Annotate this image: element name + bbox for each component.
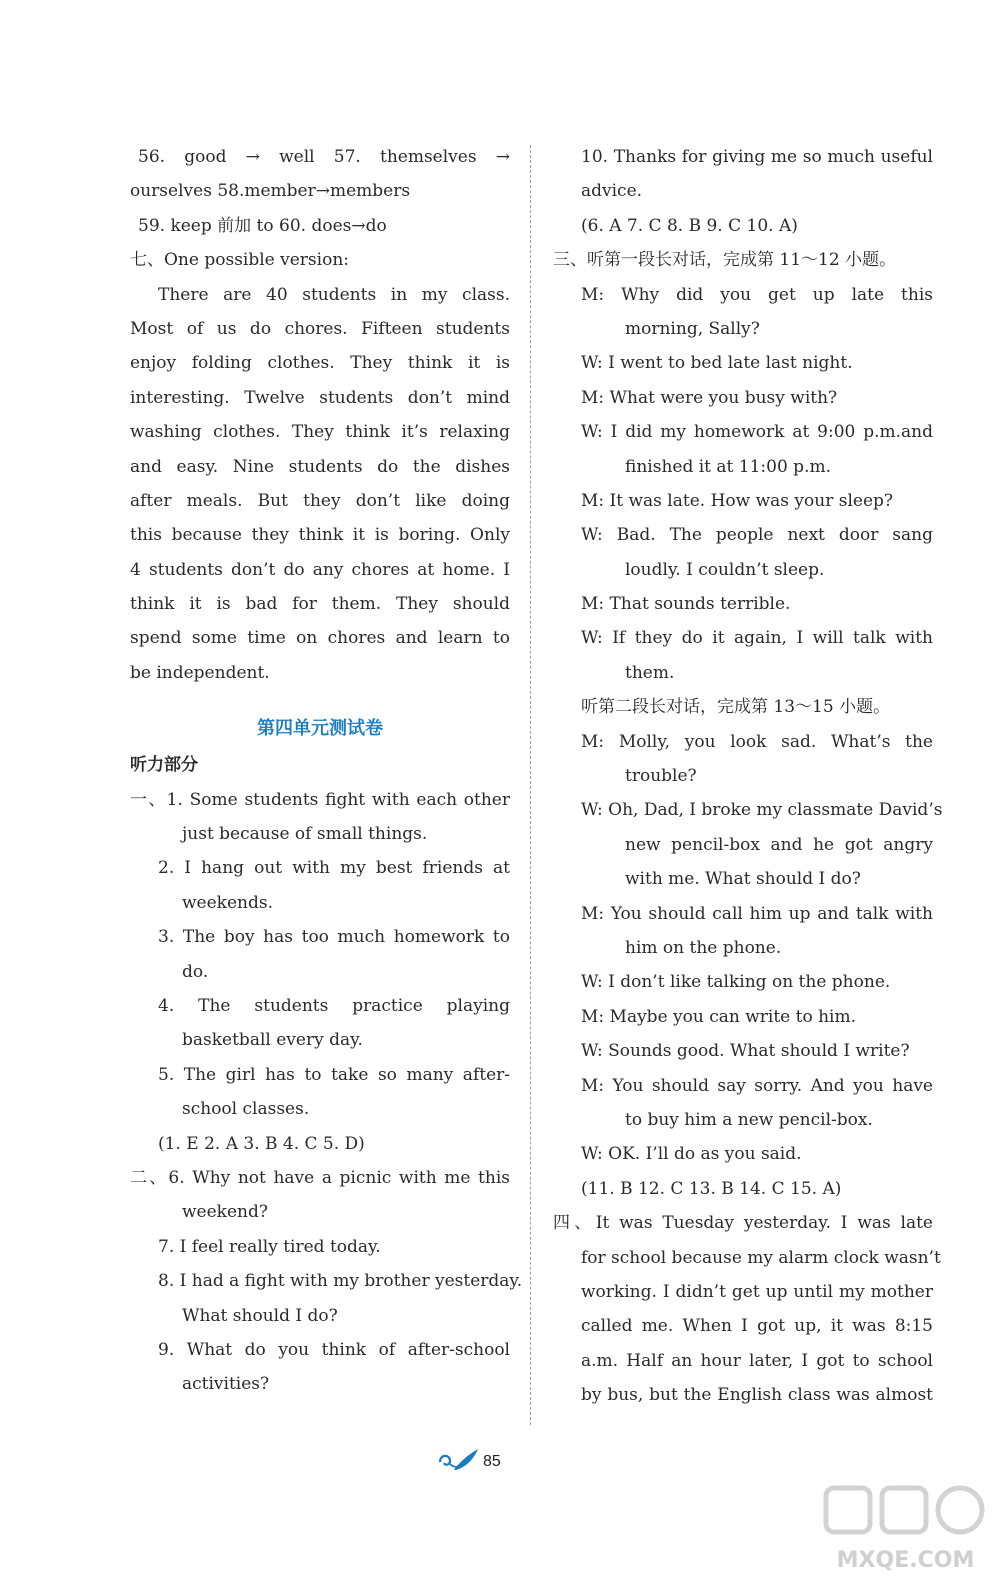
dialogue-line: M: It was late. How was your sleep? (581, 490, 894, 511)
dialogue-line: finished it at 11:00 p.m. (625, 456, 831, 477)
question-line: 9. What do you think of after-school (158, 1339, 510, 1360)
question-line: activities? (182, 1374, 270, 1395)
question-line: 一、1. Some students fight with each other (130, 789, 510, 810)
question-line: 二、6. Why not have a picnic with me this (130, 1167, 510, 1188)
question-line: do. (182, 961, 209, 982)
dialogue-line: M: Maybe you can write to him. (581, 1006, 857, 1027)
question-line: just because of small things. (182, 824, 428, 845)
essay-line: interesting. Twelve students don’t mind (130, 387, 510, 408)
essay-line: washing clothes. They think it’s relaxing (130, 422, 510, 443)
passage-line: 四、It was Tuesday yesterday. I was late (553, 1213, 933, 1234)
dialogue-line: W: I don’t like talking on the phone. (581, 972, 891, 993)
right-column (553, 140, 943, 1412)
column-divider (530, 145, 531, 1425)
dialogue-line: trouble? (625, 766, 697, 787)
question-line: school classes. (182, 1099, 310, 1120)
dialogue-line: W: Sounds good. What should I write? (581, 1041, 910, 1062)
passage-line: working. I didn’t get up until my mother (581, 1281, 933, 1302)
essay-line: and easy. Nine students do the dishes (130, 456, 510, 477)
essay-line: this because they think it is boring. Only (130, 525, 510, 546)
answer-key: (6. A 7. C 8. B 9. C 10. A) (581, 215, 798, 236)
watermark-logo-icon (818, 1478, 993, 1548)
question-line: 8. I had a fight with my brother yesterday. (158, 1271, 523, 1292)
section-title: 第四单元测试卷 (257, 718, 383, 740)
watermark-text: MXQE.COM (836, 1548, 975, 1573)
dialogue-line: them. (625, 662, 675, 683)
question-line: 3. The boy has too much homework to (158, 927, 510, 948)
essay-line: think it is bad for them. They should (130, 594, 510, 615)
question-line: 4. The students practice playing (158, 995, 510, 1016)
answer-key: (1. E 2. A 3. B 4. C 5. D) (158, 1133, 365, 1154)
answer-line: ourselves 58.member→members (130, 181, 411, 202)
dialogue-line: M: What were you busy with? (581, 387, 838, 408)
dialogue-line: to buy him a new pencil-box. (625, 1109, 873, 1130)
answer-line: 56. good → well 57. themselves → (138, 147, 510, 167)
passage-line: by bus, but the English class was almost (581, 1385, 933, 1406)
dialogue-instruction: 听第二段长对话，完成第 13～15 小题。 (581, 697, 891, 718)
question-line: 7. I feel really tired today. (158, 1236, 381, 1257)
dialogue-line: W: I went to bed late last night. (581, 353, 853, 374)
dialogue-line: W: Oh, Dad, I broke my classmate David’s (581, 800, 943, 821)
dialogue-line: M: Molly, you look sad. What’s the (581, 731, 933, 752)
section-seven-label: 七、One possible version: (130, 250, 349, 271)
question-line: advice. (581, 181, 643, 202)
question-line: weekends. (182, 892, 273, 913)
essay-line: after meals. But they don’t like doing (130, 490, 510, 511)
passage-line: for school because my alarm clock wasn’t (581, 1247, 941, 1268)
question-line: 10. Thanks for giving me so much useful (581, 147, 933, 167)
passage-line: a.m. Half an hour later, I got to school (581, 1350, 933, 1371)
dialogue-line: W: I did my homework at 9:00 p.m.and (581, 422, 933, 443)
swirl-leaf-logo-icon (436, 1446, 482, 1472)
dialogue-line: new pencil-box and he got angry (625, 834, 933, 855)
left-column (130, 140, 523, 1402)
essay-line: spend some time on chores and learn to (130, 628, 510, 649)
question-line: What should I do? (182, 1305, 338, 1326)
essay-line: be independent. (130, 662, 270, 683)
question-line: weekend? (182, 1202, 268, 1223)
dialogue-line: morning, Sally? (625, 318, 760, 339)
question-line: basketball every day. (182, 1030, 363, 1051)
dialogue-line: him on the phone. (625, 937, 782, 958)
answer-key: (11. B 12. C 13. B 14. C 15. A) (581, 1178, 842, 1199)
dialogue-line: with me. What should I do? (625, 869, 861, 890)
essay-line: enjoy folding clothes. They think it is (130, 353, 510, 374)
page-number: 85 (483, 1453, 501, 1470)
passage-line: called me. When I got up, it was 8:15 (581, 1316, 933, 1337)
watermark (818, 1478, 993, 1573)
section-three-label: 三、听第一段长对话，完成第 11～12 小题。 (553, 250, 897, 271)
dialogue-line: M: Why did you get up late this (581, 284, 933, 305)
dialogue-line: M: You should call him up and talk with (581, 903, 933, 924)
essay-line: There are 40 students in my class. (158, 284, 510, 305)
dialogue-line: M: That sounds terrible. (581, 594, 791, 615)
dialogue-line: M: You should say sorry. And you have (581, 1075, 933, 1096)
dialogue-line: W: OK. I’ll do as you said. (581, 1144, 802, 1165)
question-line: 5. The girl has to take so many after- (158, 1064, 510, 1085)
dialogue-line: W: If they do it again, I will talk with (581, 628, 933, 649)
dialogue-line: W: Bad. The people next door sang (581, 525, 933, 546)
essay-line: 4 students don’t do any chores at home. I (130, 559, 510, 580)
answer-line: 59. keep 前加 to 60. does→do (138, 215, 387, 236)
dialogue-line: loudly. I couldn’t sleep. (625, 559, 825, 580)
listening-label: 听力部分 (130, 755, 198, 776)
question-line: 2. I hang out with my best friends at (158, 858, 510, 879)
essay-line: Most of us do chores. Fifteen students (130, 318, 510, 339)
